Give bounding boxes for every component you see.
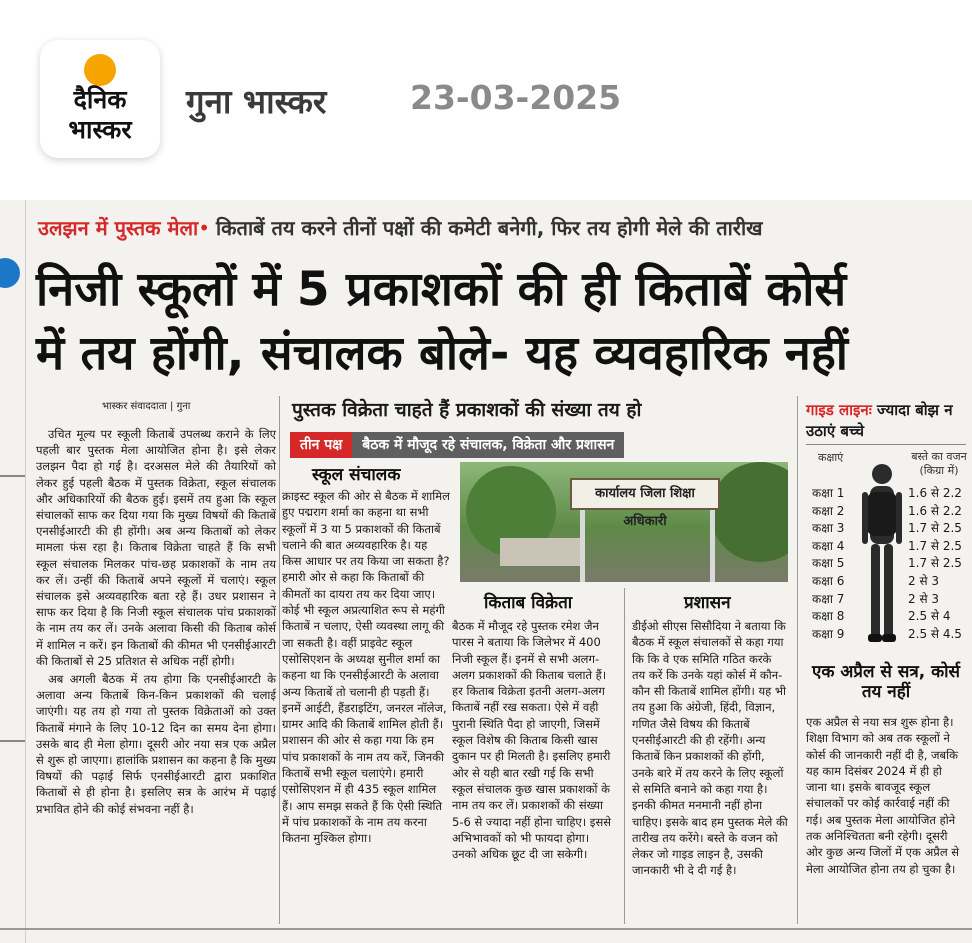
class-cell: कक्षा 9 xyxy=(812,626,845,641)
guideline-heading: ज्यादा बोझ न उठाएं बच्चे xyxy=(806,401,953,440)
class-cell: कक्षा 2 xyxy=(812,503,845,518)
table-row xyxy=(812,502,972,520)
book-seller-heading: किताब विक्रेता xyxy=(484,593,573,613)
dainik-bhaskar-logo[interactable] xyxy=(40,40,160,158)
headline-line-2: में तय होंगी, संचालक बोले- यह व्यवहारिक नहीं xyxy=(36,326,848,381)
column-divider xyxy=(279,396,280,924)
divider xyxy=(806,444,966,445)
class-cell: कक्षा 1 xyxy=(812,486,845,500)
april-session-title: एक अप्रैल से सत्र, कोर्स तय नहीं xyxy=(811,662,961,702)
table-row xyxy=(812,537,972,555)
tag-meeting-attendees: बैठक में मौजूद रहे संचालक, विक्रेता और प्रशासन xyxy=(352,432,624,458)
kicker-text: किताबें तय करने तीनों पक्षों की कमेटी बनेगी, फिर तय होगी मेले की तारीख xyxy=(216,216,763,240)
weight-cell: 2 से 3 xyxy=(908,591,940,606)
building-shape xyxy=(500,538,580,566)
body-paragraph: अब अगली बैठक में तय होगा कि एनसीईआरटी के अलावा अन्य किताबें किन-किन प्रकाशकों की चलाई जाएंगी। यह तय हो गया तो पुस्तक विक्रेताओं को उक्त किताबें मंगाने के लिए 10-12 दिन का समय देना होगा। उसके बाद ही मेला होगा। दूसरी ओर नया सत्र एक अप्रैल से शुरू हो जाएगा। हालांकि प्रशासन का कहना है कि मुख्य विषयों की पढ़ाई सिर्फ एनसीईआरटी द्वारा प्रकाशित किताबों से ही होना है। इसलिए सत्र के आरंभ में पढ़ाई प्रभावित होने की कोई संभवना नहीं है। xyxy=(36,672,276,816)
class-column-header: कक्षाएं xyxy=(818,451,844,464)
table-row xyxy=(812,590,972,608)
administration-body: डीईओ सीएस सिसौदिया ने बताया कि बैठक में स्कूल संचालकों से कहा गया कि कि वे एक समिति गठित करके तय करें कि उनके यहां कोर्स में कौन-कौन सी किताबें शामिल होंगी। यह भी तय हुआ कि अंग्रेजी, हिंदी, विज्ञान, गणित जैसे विषय की किताबें एनसीईआरटी की ही रहेंगी। अन्य किताबें किन प्रकाशकों की होंगी, उनके बारे में तय करने के लिए स्कूलों से समिति बनाने को कहा गया है। इनकी कीमत मनमानी नहीं होना चाहिए। इसके बाद हम पुस्तक मेले की तारीख तय करेंगे। बस्ते के वजन को लेकर जो गाइड लाइन है, उसकी जानकारी भी दे दी गई है। xyxy=(632,619,788,878)
table-row xyxy=(812,484,972,502)
tag-three-sides: तीन पक्ष xyxy=(290,432,352,458)
signpost-pole xyxy=(710,510,715,582)
kicker-dot: • xyxy=(198,216,210,240)
weight-cell: 2.5 से 4.5 xyxy=(908,626,962,641)
newspaper-page xyxy=(0,200,972,943)
weight-cell: 1.7 से 2.5 xyxy=(908,521,962,536)
edition-date: 23-03-2025 xyxy=(410,78,622,117)
main-body-column xyxy=(36,426,276,819)
weight-cell: 1.6 से 2.2 xyxy=(908,486,962,500)
headline-line-1: निजी स्कूलों में 5 प्रकाशकों की ही किताबें कोर्स xyxy=(36,262,847,317)
weight-cell: 1.7 से 2.5 xyxy=(908,556,962,571)
weight-cell: 2 से 3 xyxy=(908,573,940,588)
table-row xyxy=(812,572,972,590)
class-cell: कक्षा 8 xyxy=(812,609,845,624)
table-row xyxy=(812,519,972,537)
table-row xyxy=(812,554,972,572)
school-operator-heading: स्कूल संचालक xyxy=(312,465,401,485)
weight-cell: 1.7 से 2.5 xyxy=(908,538,962,553)
article-headline xyxy=(36,258,956,386)
class-cell: कक्षा 4 xyxy=(812,538,845,553)
divider xyxy=(0,740,26,742)
class-cell: कक्षा 6 xyxy=(812,573,845,588)
guideline-title xyxy=(806,400,966,442)
divider xyxy=(0,928,972,930)
adjacent-article-strip xyxy=(0,200,26,943)
column-divider xyxy=(797,396,798,924)
subheadline: पुस्तक विक्रेता चाहते हैं प्रकाशकों की संख्या तय हो xyxy=(292,399,642,421)
kicker-label: उलझन में पुस्तक मेला xyxy=(38,216,199,240)
logo-line-1: दैनिक xyxy=(73,85,127,114)
class-cell: कक्षा 7 xyxy=(812,591,845,606)
blue-circle-icon xyxy=(0,258,20,288)
school-operator-body: क्राइस्ट स्कूल की ओर से बैठक में शामिल हुए पद्मराग शर्मा का कहना था सभी स्कूलों में 3 या 5 प्रकाशकों की किताबें चलाने की बात अव्यवहारिक है। यह किस आधार पर तय किया जा सकता है? हमारी ओर से कहा कि किताबों की कीमतों का दायरा तय कर दिया जाए। कोई भी स्कूल अप्रत्याशित रूप से महंगी किताबें न चलाए, ऐसी व्यवस्था लागू की जा सकती है। वहीं प्राइवेट स्कूल एसोसिएशन के अध्यक्ष सुनील शर्मा का कहना था कि एनसीईआरटी के अलावा अन्य किताबें तो चलानी ही पड़ती हैं। इनमें आईटी, हैंडराइटिंग, जनरल नॉलेज, ग्रामर आदि की किताबें शामिल होती हैं। प्रशासन की ओर से कहा गया कि हम पांच प्रकाशकों के नाम तय करें, जिनकी किताबें सभी स्कूल चलाएंगे। हमारी एसोसिएशन में ही 435 स्कूल शामिल हैं। आप समझ सकते हैं कि ऐसी स्थिति में पांच प्रकाशकों के नाम तय करना कितना मुश्किल होगा। xyxy=(282,489,450,846)
body-paragraph: उचित मूल्य पर स्कूली किताबें उपलब्ध कराने के लिए पहली बार पुस्तक मेला आयोजित होना है। इसे लेकर उलझन पैदा हो गई है। दरअसल मेले की तैयारियों को लेकर हुई पहली बैठक में पुस्तक विक्रेता, स्कूल संचालक और अधिकारियों की बैठक हुई। इसमें तय हुआ कि स्कूल संचालकों साफ कर दिया गया कि मुख्य विषयों की किताबें एनसीईआरटी की ही होंगी। अब अन्य किताबों को लेकर मामला फंस रहा है। किताब विक्रेता चाहते हैं कि सभी स्कूल संचालक मिलकर पांच-छह प्रकाशकों के नाम तय कर लें। उन्हीं की किताबें अपने स्कूलों में चलाएं। स्कूल संचालक इसे अव्यवहारिक बता रहे हैं। उधर प्रशासन ने साफ कर दिया है कि निजी स्कूल संचालक पांच प्रकाशकों के नाम तय कर लें। उनके अलावा किसी की किताब कोर्स में शामिल न करें। इन किताबों की कीमत भी एनसीईआरटी की किताबों से 25 प्रतिशत से अधिक नहीं होगी। xyxy=(36,427,276,668)
class-cell: कक्षा 5 xyxy=(812,556,845,571)
april-session-body: एक अप्रैल से नया सत्र शुरू होना है। शिक्षा विभाग को अब तक स्कूलों ने कोर्स की जानकारी नहीं दी है, जबकि यह काम दिसंबर 2024 में ही हो जाना था। इसके बावजूद स्कूल संचालकों पर कोई कार्रवाई नहीं की गई। अब पुस्तक मेला आयोजित होने तक अनिश्चितता बनी रहेगी। दूसरी ओर कुछ अन्य जिलों में एक अप्रैल से मेला आयोजित होना तय हो चुका है। xyxy=(806,715,960,876)
table-row xyxy=(812,625,972,643)
guideline-label: गाइड लाइनः xyxy=(806,401,872,419)
deo-office-photo xyxy=(460,462,788,582)
app-header xyxy=(0,0,972,200)
divider xyxy=(0,475,26,477)
sun-icon xyxy=(84,54,116,86)
book-seller-body: बैठक में मौजूद रहे पुस्तक रमेश जैन पारस ने बताया कि जिलेभर में 400 निजी स्कूल हैं। इनमें से सभी अलग-अलग प्रकाशकों की किताब चलाते हैं। हर किताब विक्रेता इतनी अलग-अलग किताबें नहीं रख सकता। ऐसे में वही पुरानी स्थिति पैदा हो जाएगी, जिसमें स्कूल विशेष की किताब किसी खास दुकान पर ही मिलती है। इसलिए हमारी ओर से यही बात रखी गई कि सभी स्कूल संचालक कुछ खास प्रकाशकों के नाम तय कर लें। प्रकाशकों की संख्या 5-6 से ज्यादा नहीं होना चाहिए। इससे अभिभावकों को भी फायदा होगा। उनको अधिक छूट दी जा सकेगी। xyxy=(452,619,611,862)
table-row xyxy=(812,607,972,625)
class-cell: कक्षा 3 xyxy=(812,521,845,536)
bag-weight-table xyxy=(812,484,972,642)
weight-cell: 2.5 से 4 xyxy=(908,609,951,624)
tag-bar xyxy=(290,432,624,458)
column-divider xyxy=(624,588,625,924)
edition-title: गुना भास्कर xyxy=(186,82,327,121)
administration-heading: प्रशासन xyxy=(684,593,731,613)
article-kicker xyxy=(38,214,763,241)
signpost-pole xyxy=(580,510,585,582)
weight-column-header: बस्ते का वजन (किग्रा में) xyxy=(911,450,967,477)
office-signboard: कार्यालय जिला शिक्षा अधिकारी xyxy=(570,478,720,510)
byline: भास्कर संवाददाता | गुना xyxy=(102,401,191,412)
weight-cell: 1.6 से 2.2 xyxy=(908,503,962,518)
tree-shape xyxy=(710,462,788,562)
logo-line-2: भास्कर xyxy=(68,115,132,144)
